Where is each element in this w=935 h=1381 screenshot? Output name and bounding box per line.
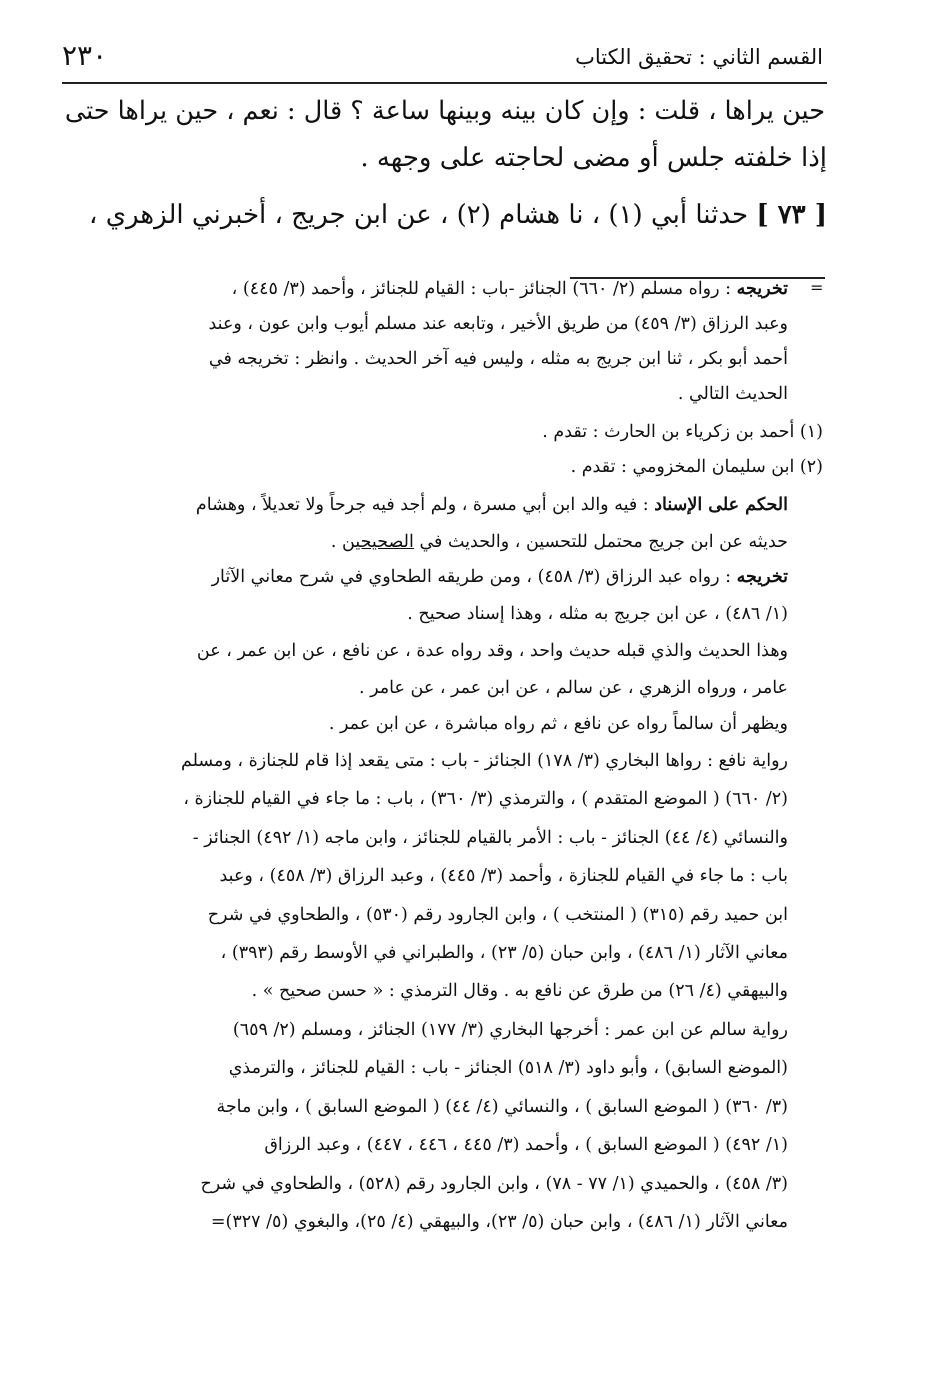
hukm-line-2: حديثه عن ابن جريج محتمل للتحسين ، والحديث في الصحيحين . [330, 532, 788, 552]
footnote-1: (١) أحمد بن زكرياء بن الحارث : تقدم . [542, 422, 823, 442]
page-number: ٢٣٠ [62, 39, 108, 72]
paragraph-line-2: عامر ، ورواه الزهري ، عن سالم ، عن ابن عمر ، عن عامر . [359, 678, 788, 698]
salim-line-5: (٣/ ٤٥٨) ، والحميدي (١/ ٧٧ - ٧٨) ، وابن الجارود رقم (٥٢٨) ، والطحاوي في شرح [200, 1174, 788, 1194]
footnote-2: (٢) ابن سليمان المخزومي : تقدم . [570, 457, 823, 477]
salim-line-1: رواية سالم عن ابن عمر : أخرجها البخاري (٣/ ١٧٧) الجنائز ، ومسلم (٢/ ٦٥٩) [232, 1020, 788, 1040]
hadith-line [89, 200, 827, 230]
hukm-label: الحكم على الإسناد [654, 495, 788, 515]
salim-line-2: (الموضع السابق) ، وأبو داود (٣/ ٥١٨) الجنائز - باب : القيام للجنائز ، والترمذي [228, 1058, 788, 1078]
takhrij-label: تخريجه [736, 279, 788, 299]
nafi-line-4: باب : ما جاء في القيام للجنازة ، وأحمد (٣/ ٤٤٥) ، وعبد الرزاق (٣/ ٤٥٨) ، وعبد [219, 866, 788, 886]
salim-line-4: (١/ ٤٩٢) ( الموضع السابق ) ، وأحمد (٣/ ٤٤٥ ، ٤٤٦ ، ٤٤٧) ، وعبد الرزاق [264, 1135, 788, 1155]
nafi-line-1: رواية نافع : رواها البخاري (٣/ ١٧٨) الجنائز - باب : متى يقعد إذا قام للجنازة ، ومسلم [180, 751, 788, 771]
takhrij-1-line-2: وعبد الرزاق (٣/ ٤٥٩) من طريق الأخير ، وتابعه عند مسلم أيوب وابن عون ، وعند [208, 314, 788, 334]
takhrij-label-2: تخريجه [736, 567, 788, 587]
page-header [62, 36, 827, 84]
continuation-marker: = [810, 278, 824, 297]
nafi-line-3: والنسائي (٤/ ٤٤) الجنائز - باب : الأمر بالقيام للجنائز ، وابن ماجه (١/ ٤٩٢) الجنائز - [192, 828, 788, 848]
sahihain-underlined: الصحيحين [342, 532, 414, 552]
paragraph-line-3: ويظهر أن سالماً رواه عن نافع ، ثم رواه مباشرة ، عن ابن عمر . [328, 714, 788, 734]
running-head: القسم الثاني : تحقيق الكتاب [575, 45, 823, 69]
salim-line-3: (٣/ ٣٦٠) ( الموضع السابق ) ، والنسائي (٤/ ٤٤) ( الموضع السابق ) ، وابن ماجة [216, 1097, 788, 1117]
hukm-line-1: الحكم على الإسناد : فيه والد ابن أبي مسرة ، ولم أجد فيه جرحاً ولا تعديلاً ، وهشام [195, 495, 788, 515]
nafi-line-7: والبيهقي (٤/ ٢٦) من طرق عن نافع به . وقال الترمذي : « حسن صحيح » . [251, 981, 788, 1001]
takhrij-1-line-4: الحديث التالي . [677, 384, 788, 404]
takhrij-2-line-1: تخريجه : رواه عبد الرزاق (٣/ ٤٥٨) ، ومن طريقه الطحاوي في شرح معاني الآثار [211, 567, 788, 587]
isnad-text: حدثنا أبي (١) ، نا هشام (٢) ، عن ابن جريج ، أخبرني الزهري ، [89, 200, 749, 230]
salim-line-6: معاني الآثار (١/ ٤٨٦) ، وابن حبان (٥/ ٢٣)، والبيهقي (٤/ ٢٥)، والبغوي (٥/ ٣٢٧)= [210, 1212, 788, 1232]
takhrij-1-line-1: تخريجه : رواه مسلم (٢/ ٦٦٠) الجنائز -باب : القيام للجنائز ، وأحمد (٣/ ٤٤٥) ، [231, 279, 788, 299]
paragraph-line-1: وهذا الحديث والذي قبله حديث واحد ، وقد رواه عدة ، عن نافع ، عن ابن عمر ، عن [196, 641, 788, 661]
hadith-number: [ ٧٣ ] [756, 200, 827, 230]
takhrij-1-line-3: أحمد أبو بكر ، ثنا ابن جريج به مثله ، وليس فيه آخر الحديث . وانظر : تخريجه في [208, 349, 788, 369]
nafi-line-6: معاني الآثار (١/ ٤٨٦) ، وابن حبان (٥/ ٢٣) ، والطبراني في الأوسط رقم (٣٩٣) ، [220, 943, 788, 963]
main-text-line-1: حين يراها ، قلت : وإن كان بينه وبينها ساعة ؟ قال : نعم ، حين يراها حتى [64, 96, 825, 126]
nafi-line-2: (٢/ ٦٦٠) ( الموضع المتقدم ) ، والترمذي (٣/ ٣٦٠) ، باب : ما جاء في القيام للجنازة ، [183, 789, 788, 809]
takhrij-2-line-2: (١/ ٤٨٦) ، عن ابن جريج به مثله ، وهذا إسناد صحيح . [407, 604, 788, 624]
nafi-line-5: ابن حميد رقم (٣١٥) ( المنتخب ) ، وابن الجارود رقم (٥٣٠) ، والطحاوي في شرح [207, 905, 788, 925]
main-text-line-2: إذا خلفته جلس أو مضى لحاجته على وجهه . [360, 143, 827, 173]
